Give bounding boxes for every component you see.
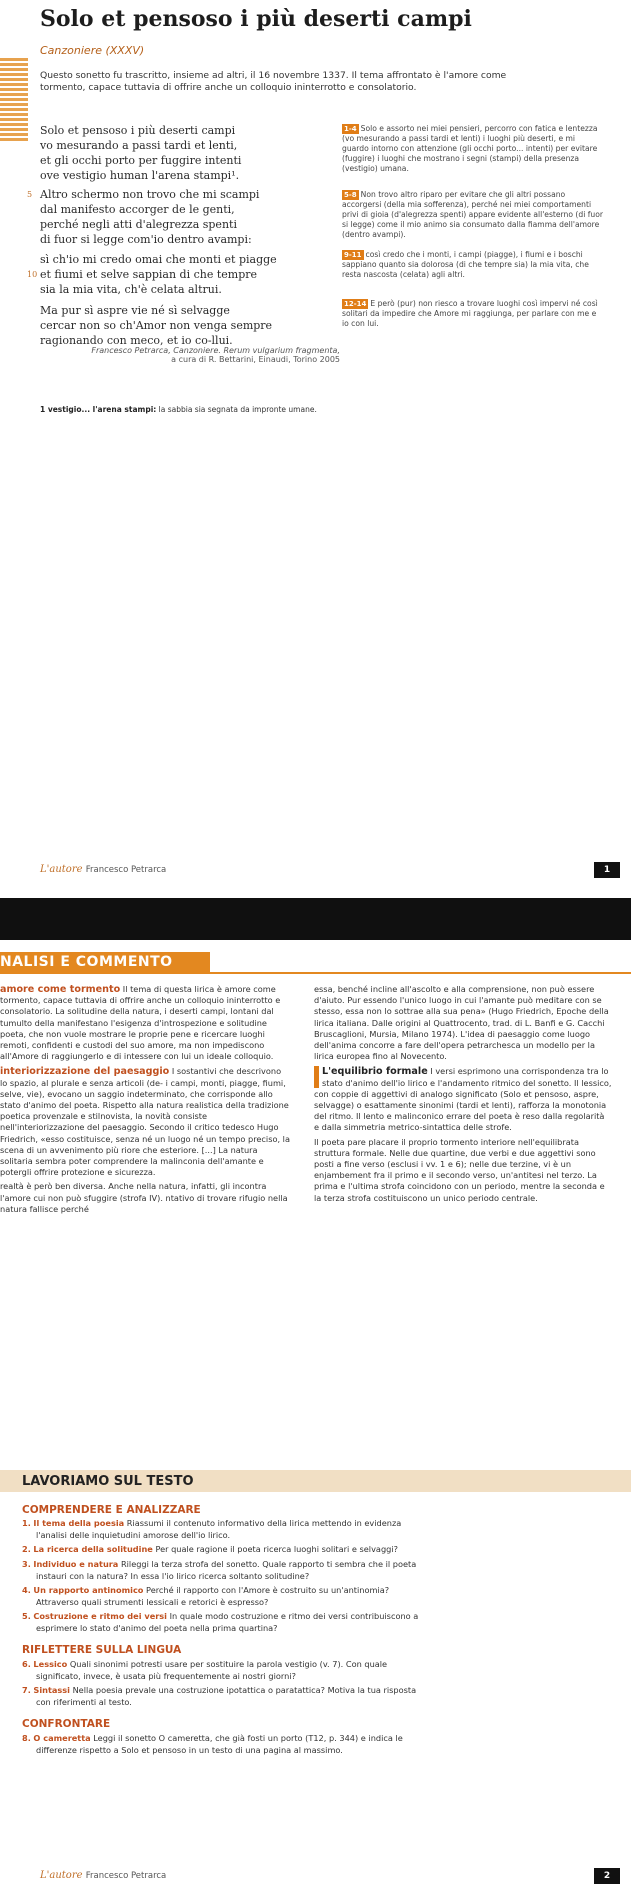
gloss-text: Solo e assorto nei miei pensieri, percorro con fatica e lentezza (vo mesurando a passi tardi et lenti) i luoghi più deserti, e mi guardo intorno con attenzione (gli occhi porto... intenti) per evitare (fuggire) i luoghi che mostrano i segni (stampi) della presenza (vestigio) umana. — [342, 124, 598, 173]
gloss-badge: 1-4 — [344, 125, 357, 133]
footer-name: Francesco Petrarca — [85, 1871, 167, 1881]
poem-line: cercar non so ch'Amor non venga sempre — [40, 319, 273, 332]
poem-line: et fiumi et selve sappian di che tempre — [40, 268, 258, 281]
poem-line: dal manifesto accorger de le genti, — [40, 203, 235, 216]
poem-line: ragionando con meco, et io co-llui. — [40, 334, 233, 347]
exercise-item — [22, 1611, 612, 1634]
gloss-badge: 5-8 — [344, 191, 357, 199]
gloss-badge: 12-14 — [344, 300, 367, 308]
poem-line: Solo et pensoso i più deserti campi — [40, 124, 236, 137]
analysis-paragraph — [314, 984, 612, 1062]
exercises-panel — [0, 1470, 631, 1840]
poem-line: sì ch'io mi credo omai che monti et piagge — [40, 253, 277, 266]
footer-name: Francesco Petrarca — [85, 865, 167, 875]
poem-title: Solo et pensoso i più deserti campi — [40, 6, 472, 32]
exercise-text: In quale modo costruzione e ritmo dei versi contribuiscono a — [169, 1611, 419, 1621]
exercise-text: instauri con la natura? In essa l'io lirico ricerca soltanto solitudine? — [36, 1570, 310, 1581]
analysis-right-column — [314, 984, 612, 1207]
paragraph-text: Il poeta pare placare il proprio tormento interiore nell'equilibrata struttura formale. Nelle due quartine, due verbi e due aggettivi sono posti a fine verso (esclusi i vv. 1 e 6); nelle due terzine, vi è un enjambement fra il primo e il secondo verso, un'antitesi nel terzo. La prima e l'ultima strofa coincidono con un periodo, mentre la seconda e la terza strofa costituiscono un unico periodo centrale. — [314, 1136, 605, 1203]
decorative-stripes — [0, 58, 28, 142]
footer-label: L'autore — [40, 864, 83, 875]
gloss-badge: 9-11 — [344, 251, 362, 259]
exercise-heading: Il tema della poesia — [33, 1518, 125, 1528]
analysis-paragraph — [314, 1137, 612, 1204]
poem-line: di fuor si legge com'io dentro avampi: — [40, 233, 252, 246]
exercise-item — [22, 1733, 612, 1756]
page-footer — [0, 1868, 631, 1888]
analysis-paragraph — [0, 1066, 290, 1178]
source-line: a cura di R. Bettarini, Einaudi, Torino 2005 — [171, 355, 340, 364]
page-2 — [0, 940, 631, 1892]
paragraph-text: I versi esprimono una corrispondenza tra lo stato d'animo dell'io lirico e l'andamento ritmico del sonetto. Il lessico, con coppie di aggettivi di analogo significato (Solo et pensoso, aspre, selvagge) o esattamente sinonimi (tardi et lenti), rafforza la monotonia del ritmo. Il lento e malinconico errare del poeta è reso dalla regolarità e dalla simmetria metrico-sintattica delle strofe. — [314, 1066, 612, 1133]
exercise-text: Leggi il sonetto O cameretta, che già fosti un porto (T12, p. 344) e indica le — [93, 1733, 403, 1743]
paragraph-keyword: interiorizzazione del paesaggio — [0, 1066, 170, 1078]
exercise-text: Per quale ragione il poeta ricerca luoghi solitari e selvaggi? — [155, 1544, 398, 1554]
gloss-note — [342, 124, 604, 174]
paragraph-keyword: L'equilibrio formale — [322, 1066, 428, 1078]
analysis-paragraph — [314, 1066, 612, 1133]
section-heading-bar — [0, 952, 210, 972]
gloss-note — [342, 190, 604, 240]
exercise-heading: Un rapporto antinomico — [33, 1585, 144, 1595]
exercise-item — [22, 1518, 612, 1541]
page-number: 2 — [594, 1868, 620, 1884]
exercise-text: Perché il rapporto con l'Amore è costruito su un'antinomia? — [146, 1585, 390, 1595]
exercise-text: Rileggi la terza strofa del sonetto. Quale rapporto ti sembra che il poeta — [120, 1559, 417, 1569]
paragraph-text: I sostantivi che descrivono lo spazio, al plurale e senza articoli (de- i campi, monti, piagge, fiumi, selve, vie), evocano un saggio indeterminato, che corrisponde allo stato d'animo del poeta. Rispetto alla natura realistica della tradizione poetica provenzale e stilnovista, la novità consiste nell'interiorizzazione del paesaggio. Secondo il critico tedesco Hugo Friedrich, «esso costituisce, senza né un luogo né un tempo preciso, la scena di un avvenimento più riore che esteriore. [...] La natura solitaria sembra poter comprendere la malinconia dell'amante e potergli offrire protezione e sicurezza. — [0, 1066, 290, 1178]
poem-intro: Questo sonetto fu trascritto, insieme ad altri, il 16 novembre 1337. Il tema affrontato è l'amore come tormento, capace tuttavia di offrire anche un colloquio ininterrotto e consolatorio. — [40, 70, 507, 93]
exercise-section-title: COMPRENDERE E ANALIZZARE — [22, 1504, 201, 1516]
exercise-text: l'analisi delle inquietudini amorose dell'io lirico. — [36, 1529, 231, 1540]
source-citation — [40, 346, 340, 364]
analysis-paragraph — [0, 1181, 290, 1215]
footnote — [40, 405, 317, 414]
poem-line: sia la mia vita, ch'è celata altrui. — [40, 283, 222, 296]
exercise-item — [22, 1544, 612, 1556]
exercise-number: 4. — [22, 1585, 31, 1595]
exercise-number: 8. — [22, 1733, 31, 1743]
paragraph-text: Il tema di questa lirica è amore come tormento, capace tuttavia di offrire anche un colloquio ininterrotto e consolatorio. La solitudine della natura, i deserti campi, lontani dal tumulto della manifestano l'esigenza d'introspezione e solitudine poeta, che non vuole mostrare le proprie pene e ricercare luoghi remoti, confidenti e custodi del suo amore, ma non impediscono all'Amore di raggiungerlo e di intessere con lui un ideale colloquio. — [0, 984, 281, 1062]
heading-rule — [0, 972, 631, 974]
accent-mark — [314, 1066, 319, 1088]
exercise-number: 7. — [22, 1685, 31, 1695]
poem-line: ove vestigio human l'arena stampi¹. — [40, 169, 240, 182]
exercise-heading: Lessico — [33, 1659, 68, 1669]
exercise-number: 5. — [22, 1611, 31, 1621]
footer-author — [40, 1870, 166, 1881]
line-number: 5 — [27, 190, 33, 199]
page-footer — [0, 862, 631, 882]
exercise-text: Attraverso quali strumenti lessicali e retorici è espresso? — [36, 1596, 269, 1607]
exercise-number: 2. — [22, 1544, 31, 1554]
footer-label: L'autore — [40, 1870, 83, 1881]
exercise-heading: La ricerca della solitudine — [33, 1544, 153, 1554]
page-separator — [0, 898, 631, 940]
exercise-section-title: CONFRONTARE — [22, 1718, 111, 1730]
exercise-number: 6. — [22, 1659, 31, 1669]
exercise-text: con riferimenti al testo. — [36, 1696, 132, 1707]
footnote-text: la sabbia sia segnata da impronte umane. — [158, 405, 317, 414]
poem-line: vo mesurando a passi tardi et lenti, — [40, 139, 238, 152]
exercise-heading: Costruzione e ritmo dei versi — [33, 1611, 167, 1621]
gloss-text: così credo che i monti, i campi (piagge), i fiumi e i boschi sappiano quanto sia dolorosa (di che tempre sia) la mia vita, che resta nascosta (celata) agli altri. — [342, 250, 589, 279]
section-heading: NALISI E COMMENTO — [0, 954, 173, 970]
analysis-paragraph — [0, 984, 290, 1062]
exercises-title: LAVORIAMO SUL TESTO — [22, 1474, 194, 1489]
line-number: 10 — [27, 270, 38, 279]
exercise-text: Riassumi il contenuto informativo della lirica mettendo in evidenza — [126, 1518, 402, 1528]
exercise-item — [22, 1685, 612, 1708]
exercise-heading: Sintassi — [33, 1685, 70, 1695]
exercise-text: significato, invece, è usata più frequentemente ai nostri giorni? — [36, 1670, 296, 1681]
page-1 — [0, 0, 631, 898]
exercise-item — [22, 1659, 612, 1682]
poem-line: et gli occhi porto per fuggire intenti — [40, 154, 242, 167]
exercise-text: differenze rispetto a Solo et pensoso in un testo di una pagina al massimo. — [36, 1744, 343, 1755]
exercise-number: 3. — [22, 1559, 31, 1569]
paragraph-text: essa, benché incline all'ascolto e alla comprensione, non può essere d'aiuto. Pur essendo l'unico luogo in cui l'amante può meditare con se stesso, essa non lo sottrae alla sua pena» (Hugo Friedrich, Epoche della lirica italiana. Dalle origini al Quattrocento, trad. di L. Banfi e G. Cacchi Bruscaglioni, Mursia, Milano 1974). L'idea di paesaggio come luogo dell'anima concorre a fare dell'opera petrarchesca un modello per la lirica europea fino al Novecento. — [314, 984, 609, 1062]
poem-line: Altro schermo non trovo che mi scampi — [40, 188, 260, 201]
exercise-text: esprimere lo stato d'animo del poeta nella prima quartina? — [36, 1622, 278, 1633]
page-number: 1 — [594, 862, 620, 878]
exercise-text: Quali sinonimi potresti usare per sostituire la parola vestigio (v. 7). Con quale — [69, 1659, 388, 1669]
poem-line: Ma pur sì aspre vie né sì selvagge — [40, 304, 230, 317]
paragraph-keyword: amore come tormento — [0, 984, 121, 995]
poem-line: perché negli atti d'alegrezza spenti — [40, 218, 237, 231]
footer-author — [40, 864, 166, 875]
source-line: Francesco Petrarca, Canzoniere. Rerum vulgarium fragmenta, — [91, 346, 340, 355]
exercise-heading: Individuo e natura — [33, 1559, 119, 1569]
gloss-text: Non trovo altro riparo per evitare che gli altri possano accorgersi (della mia sofferenza), perché nei miei comportamenti privi di gioia (d'alegrezza spenti) appare evidente all'esterno (di fuor si legge) come il mio animo sia consumato dalla fiamma dell'amore (dentro avampi). — [342, 190, 603, 239]
exercise-section-title: RIFLETTERE SULLA LINGUA — [22, 1644, 182, 1656]
exercise-number: 1. — [22, 1518, 31, 1528]
gloss-note — [342, 250, 604, 280]
paragraph-text: realtà è però ben diversa. Anche nella natura, infatti, gli incontra l'amore cui non può sfuggire (strofa IV). ntativo di trovare rifugio nella natura fallisce perché — [0, 1181, 288, 1214]
exercise-item — [22, 1559, 612, 1582]
gloss-note — [342, 299, 604, 329]
footnote-head: 1 vestigio... l'arena stampi: — [40, 405, 157, 414]
exercise-text: Nella poesia prevale una costruzione ipotattica o paratattica? Motiva la tua risposta — [72, 1685, 417, 1695]
poem-subtitle: Canzoniere (XXXV) — [40, 44, 145, 57]
exercise-item — [22, 1585, 612, 1608]
analysis-left-column — [0, 984, 290, 1218]
exercise-heading: O cameretta — [33, 1733, 91, 1743]
gloss-text: E però (pur) non riesco a trovare luoghi così impervi né così solitari da impedire che Amore mi raggiunga, per parlare con me e io con lui. — [342, 299, 598, 328]
